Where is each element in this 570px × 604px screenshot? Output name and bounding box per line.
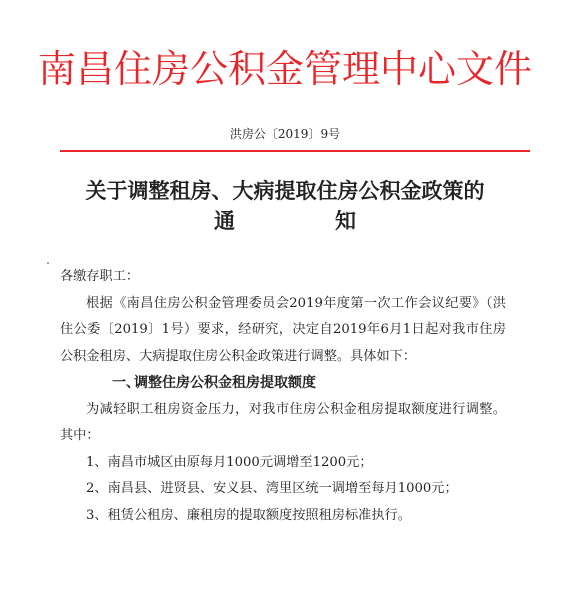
list-item: 1、南昌市城区由原每月1000元调增至1200元； (86, 454, 373, 470)
notice-title-char-1: 通 (214, 209, 235, 233)
list-item: 3、租赁公租房、廉租房的提取额度按照租房标准执行。 (86, 507, 411, 523)
document-number: 洪房公〔2019〕9号 (229, 127, 341, 141)
notice-title (0, 176, 570, 236)
scan-dot-mark (47, 262, 49, 264)
paragraph-basis: 根据《南昌住房公积金管理委员会2019年度第一次工作会议纪要》（洪住公委〔2019〕1号）要求，经研究，决定自2019年6月1日起对我市住房公积金租房、大病提取住房公积金政策进行调整。具体如下： (60, 295, 506, 364)
notice-body (60, 264, 506, 529)
section-number: 一、 (112, 375, 140, 391)
notice-title-char-2: 知 (335, 209, 356, 233)
issuer-header-title: 南昌住房公积金管理中心文件 (37, 47, 532, 91)
paragraph-adjustment: 为减轻职工租房资金压力，对我市住房公积金租房提取额度进行调整。其中： (60, 401, 506, 443)
section-title: 调整住房公积金租房提取额度 (134, 375, 316, 391)
list-item: 2、南昌县、进贤县、安义县、湾里区统一调增至每月1000元； (86, 481, 458, 496)
notice-title-line1: 关于调整租房、大病提取住房公积金政策的 (85, 179, 485, 203)
salutation: 各缴存职工： (60, 269, 140, 284)
notice-title-line2 (0, 206, 570, 236)
red-divider-line (60, 150, 530, 152)
section-heading-1 (60, 370, 506, 397)
